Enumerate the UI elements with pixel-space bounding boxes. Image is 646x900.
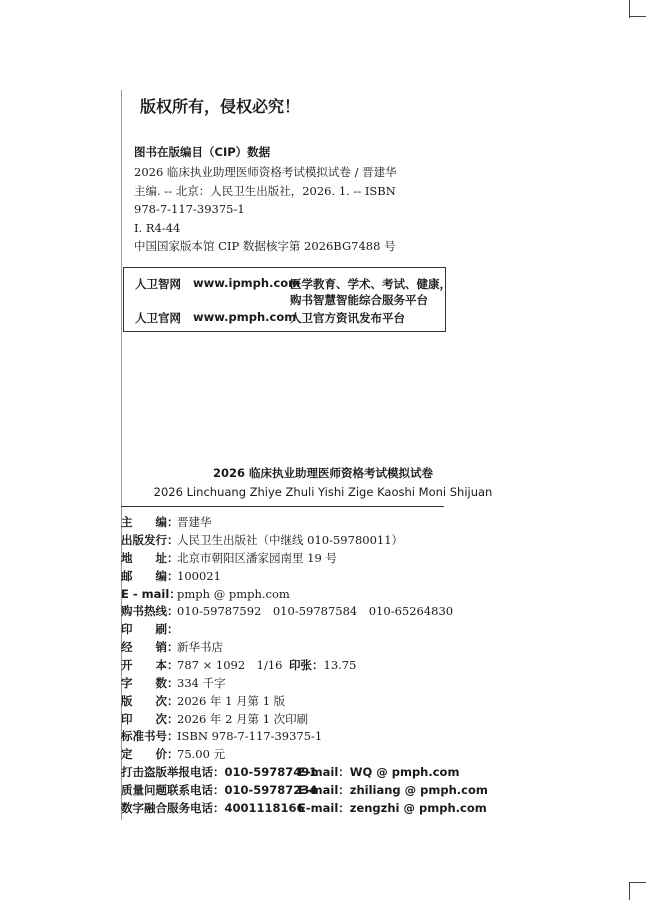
info-value: 75.00 元	[177, 747, 226, 761]
service-url[interactable]: www.pmph.com	[193, 310, 297, 324]
cip-line: 978-7-117-39375-1	[134, 202, 245, 216]
cip-title: 图书在版编目（CIP）数据	[134, 145, 271, 159]
contact-email: E-mail：WQ @ pmph.com	[298, 765, 460, 779]
info-value: 13.75	[323, 658, 357, 672]
info-label: 邮 编：	[121, 569, 179, 583]
contact-row	[121, 782, 488, 798]
book-title: 2026 临床执业助理医师资格考试模拟试卷	[212, 466, 433, 480]
info-label: 购书热线：	[121, 604, 179, 618]
cip-line: 主编. -- 北京：人民卫生出版社，2026. 1. -- ISBN	[134, 184, 396, 198]
cip-line: 中国国家版本馆 CIP 数据核字第 2026BG7488 号	[134, 239, 396, 253]
info-value: 010-59787592 010-59787584 010-65264830	[177, 604, 454, 618]
info-row	[121, 711, 308, 727]
crop-mark-top-horizontal	[629, 16, 646, 17]
contact-phone: 质量问题联系电话：010-59787234	[121, 783, 318, 797]
info-value: pmph @ pmph.com	[177, 587, 290, 601]
info-value: 334 千字	[177, 676, 226, 690]
crop-mark-bottom-horizontal	[629, 882, 646, 883]
contact-email: E-mail：zengzhi @ pmph.com	[298, 801, 487, 815]
info-label: 标准书号：	[121, 729, 179, 743]
info-value: 787 × 1092 1/16	[177, 658, 283, 672]
service-desc: 医学教育、学术、考试、健康，	[290, 277, 451, 291]
copyright-notice: 版权所有，侵权必究！	[140, 97, 301, 116]
info-label: 版 次：	[121, 694, 179, 708]
info-label: E - mail：	[121, 587, 181, 601]
info-label: 主 编：	[121, 515, 179, 529]
service-name: 人卫官网	[135, 311, 181, 325]
info-row	[121, 621, 177, 637]
divider	[121, 506, 444, 507]
service-desc: 人卫官方资讯发布平台	[290, 311, 405, 325]
info-value: 晋建华	[177, 515, 212, 529]
service-info-box	[123, 267, 451, 332]
contact-row	[121, 800, 487, 816]
crop-mark-bottom-vertical	[629, 882, 630, 900]
contact-email: E-mail：zhiliang @ pmph.com	[298, 783, 488, 797]
info-value: 新华书店	[177, 640, 223, 654]
info-label: 印 刷：	[121, 622, 179, 636]
contact-phone: 打击盗版举报电话：010-59787491	[121, 765, 318, 779]
info-row	[121, 514, 212, 530]
info-row	[121, 550, 337, 566]
info-row	[121, 693, 285, 709]
info-row	[121, 532, 403, 548]
cip-line: Ⅰ. R4-44	[134, 221, 181, 235]
info-label: 经 销：	[121, 640, 179, 654]
info-value: 2026 年 1 月第 1 版	[177, 694, 286, 708]
info-value: 人民卫生出版社（中继线 010-59780011）	[177, 533, 404, 547]
info-label: 地 址：	[121, 551, 179, 565]
info-label: 定 价：	[121, 747, 179, 761]
info-row	[121, 657, 357, 673]
info-row	[121, 675, 226, 691]
info-label: 印张：	[289, 658, 324, 672]
info-label: 印 次：	[121, 712, 179, 726]
info-row	[121, 603, 453, 619]
contact-phone: 数字融合服务电话：4001118166	[121, 801, 305, 815]
info-row	[121, 586, 290, 602]
info-label: 字 数：	[121, 676, 179, 690]
info-value: ISBN 978-7-117-39375-1	[177, 729, 323, 743]
info-label: 开 本：	[121, 658, 179, 672]
info-row	[121, 746, 225, 762]
contact-row	[121, 764, 460, 780]
cip-line: 2026 临床执业助理医师资格考试模拟试卷 / 晋建华	[134, 165, 397, 179]
service-name: 人卫智网	[135, 277, 181, 291]
info-row	[121, 728, 322, 744]
info-value: 100021	[177, 569, 221, 583]
info-row	[121, 639, 223, 655]
service-desc: 购书智慧智能综合服务平台	[290, 293, 428, 307]
book-pinyin-title: 2026 Linchuang Zhiye Zhuli Yishi Zige Kaoshi Moni Shijuan	[153, 485, 493, 499]
service-url[interactable]: www.ipmph.com	[193, 276, 301, 290]
info-value: 2026 年 2 月第 1 次印刷	[177, 712, 309, 726]
info-label: 出版发行：	[121, 533, 179, 547]
info-row	[121, 568, 221, 584]
info-value: 北京市朝阳区潘家园南里 19 号	[177, 551, 337, 565]
